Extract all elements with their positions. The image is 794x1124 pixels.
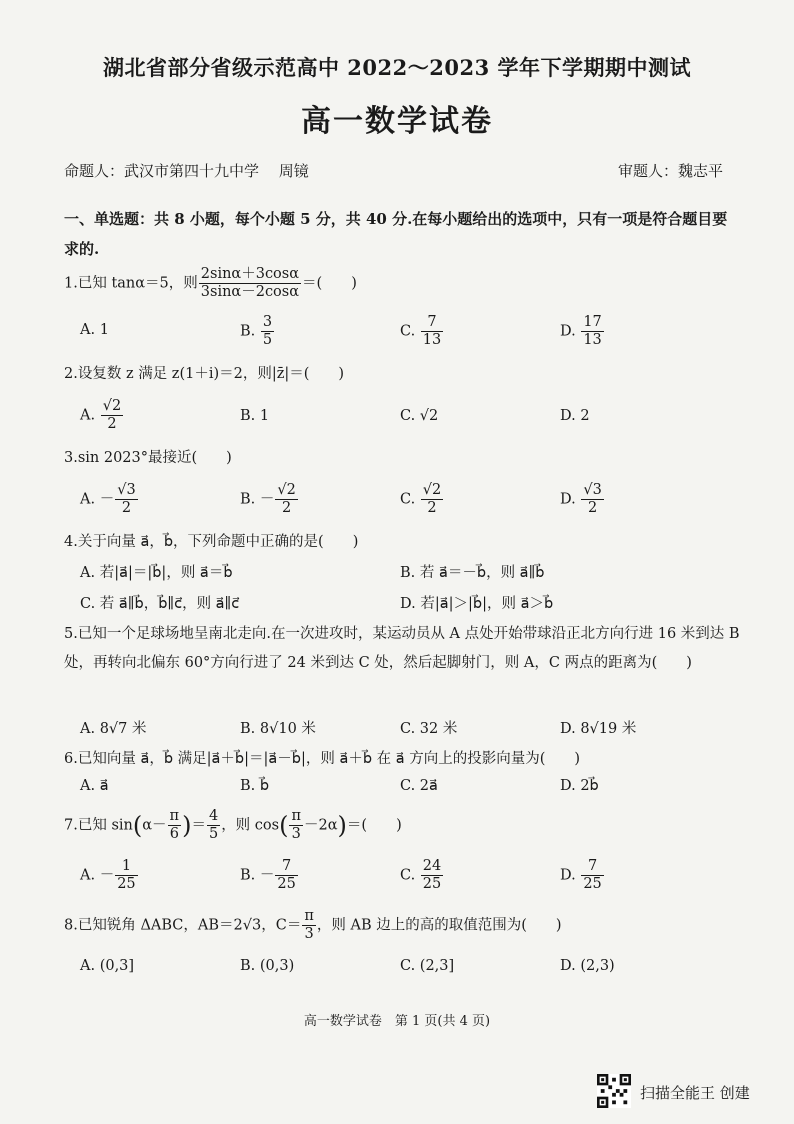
q6-option-d: D. 2b⃗: [560, 778, 599, 794]
q2-option-c: C. √2: [400, 408, 439, 424]
q8-option-a: A. (0,3]: [80, 958, 135, 974]
q8-option-c: C. (2,3]: [400, 958, 455, 974]
reviewer-line: 审题人：魏志平: [618, 162, 724, 180]
question-1: [64, 266, 357, 301]
q2-option-d: D. 2: [560, 408, 590, 424]
q4-option-d: D. 若|a⃗|＞|b⃗|，则 a⃗＞b⃗: [400, 596, 554, 612]
q5-option-d: D. 8√19 米: [560, 721, 637, 737]
scanner-watermark: 扫描全能王 创建: [640, 1084, 750, 1102]
exam-subtitle: 高一数学试卷: [301, 104, 493, 139]
question-2: 2.设复数 z 满足 z(1＋i)＝2，则|z̄|＝( ): [64, 366, 345, 382]
q1-option-c: C. $\frac{7}{13}$: [400, 314, 442, 348]
question-4: 4.关于向量 a⃗，b⃗，下列命题中正确的是( ): [64, 534, 359, 550]
question-8: 8.已知锐角 ΔABC，AB＝2√3，C＝ $\frac{\pi}{3}$ ，则 AB 边上的高的取值范围为( ): [64, 908, 562, 942]
q6-option-c: C. 2a⃗: [400, 778, 438, 794]
q3-option-b: B. － $\frac{√2}{2}$: [240, 482, 296, 516]
q1-option-d: D. $\frac{17}{13}$: [560, 314, 602, 348]
q8-option-d: D. (2,3): [560, 958, 615, 974]
q2-option-a: A. $\frac{√2}{2}$: [80, 398, 122, 432]
q4-option-a: A. 若|a⃗|＝|b⃗|，则 a⃗＝b⃗: [80, 565, 233, 581]
q7-option-d: D. $\frac{7}{25}$: [560, 858, 602, 892]
q1-stem-post: ＝( ): [302, 275, 357, 292]
q5-option-a: A. 8√7 米: [80, 721, 147, 737]
exam-title: 湖北省部分省级示范高中 2022～2023 学年下学期期中测试: [102, 55, 691, 80]
question-3: 3.sin 2023°最接近( ): [64, 450, 232, 466]
q5-option-c: C. 32 米: [400, 721, 458, 737]
author-line: 命题人：武汉市第四十九中学 周镜: [64, 162, 309, 180]
section-instructions: 一、单选题：共 8 小题，每个小题 5 分，共 40 分.在每小题给出的选项中，只有一项是符合题目要求的.: [64, 210, 728, 258]
q2-option-b: B. 1: [240, 408, 270, 424]
q3-option-d: D. $\frac{√3}{2}$: [560, 482, 602, 516]
q4-option-b: B. 若 a⃗＝－b⃗，则 a⃗∥b⃗: [400, 565, 545, 581]
q6-option-b: B. b⃗: [240, 778, 270, 794]
q7-option-a: A. － $\frac{1}{25}$: [80, 858, 136, 892]
question-6: 6.已知向量 a⃗，b⃗ 满足|a⃗＋b⃗|＝|a⃗－b⃗|，则 a⃗＋b⃗ 在 a⃗ 方向上的投影向量为( ): [64, 751, 581, 767]
q1-option-a: A. 1: [80, 322, 109, 338]
question-5: 5.已知一个足球场地呈南北走向.在一次进攻时，某运动员从 A 点处开始带球沿正北方向行进 16 米到达 B 处，再转向北偏东 60°方向行进了 24 米到达 C 处，然后起脚射门，则 A，C 两点的距离为( ): [64, 626, 740, 671]
page-footer: 高一数学试卷 第 1 页(共 4 页): [303, 1014, 491, 1029]
q5-option-b: B. 8√10 米: [240, 721, 316, 737]
qr-code-icon: [597, 1074, 631, 1108]
q3-option-c: C. $\frac{√2}{2}$: [400, 482, 442, 516]
q4-option-c: C. 若 a⃗∥b⃗，b⃗∥c⃗，则 a⃗∥c⃗: [80, 596, 240, 612]
q1-fraction: $\frac{2\sin\alpha+3\cos\alpha}{3\sin\alpha-2\cos\alpha}$: [200, 266, 300, 300]
question-7: 7.已知 sin(α－ $\frac{\pi}{6}$ )＝ $\frac{4}{5}$ ，则 cos( $\frac{\pi}{3}$ －2α)＝( ): [64, 808, 402, 842]
q7-option-b: B. － $\frac{7}{25}$: [240, 858, 296, 892]
q1-stem-pre: 1.已知 tanα＝5，则: [64, 275, 198, 292]
q8-option-b: B. (0,3): [240, 958, 295, 974]
q7-option-c: C. $\frac{24}{25}$: [400, 858, 442, 892]
q6-option-a: A. a⃗: [80, 778, 109, 794]
q3-option-a: A. － $\frac{√3}{2}$: [80, 482, 136, 516]
q1-option-b: B. $\frac{3}{5}$: [240, 314, 273, 348]
